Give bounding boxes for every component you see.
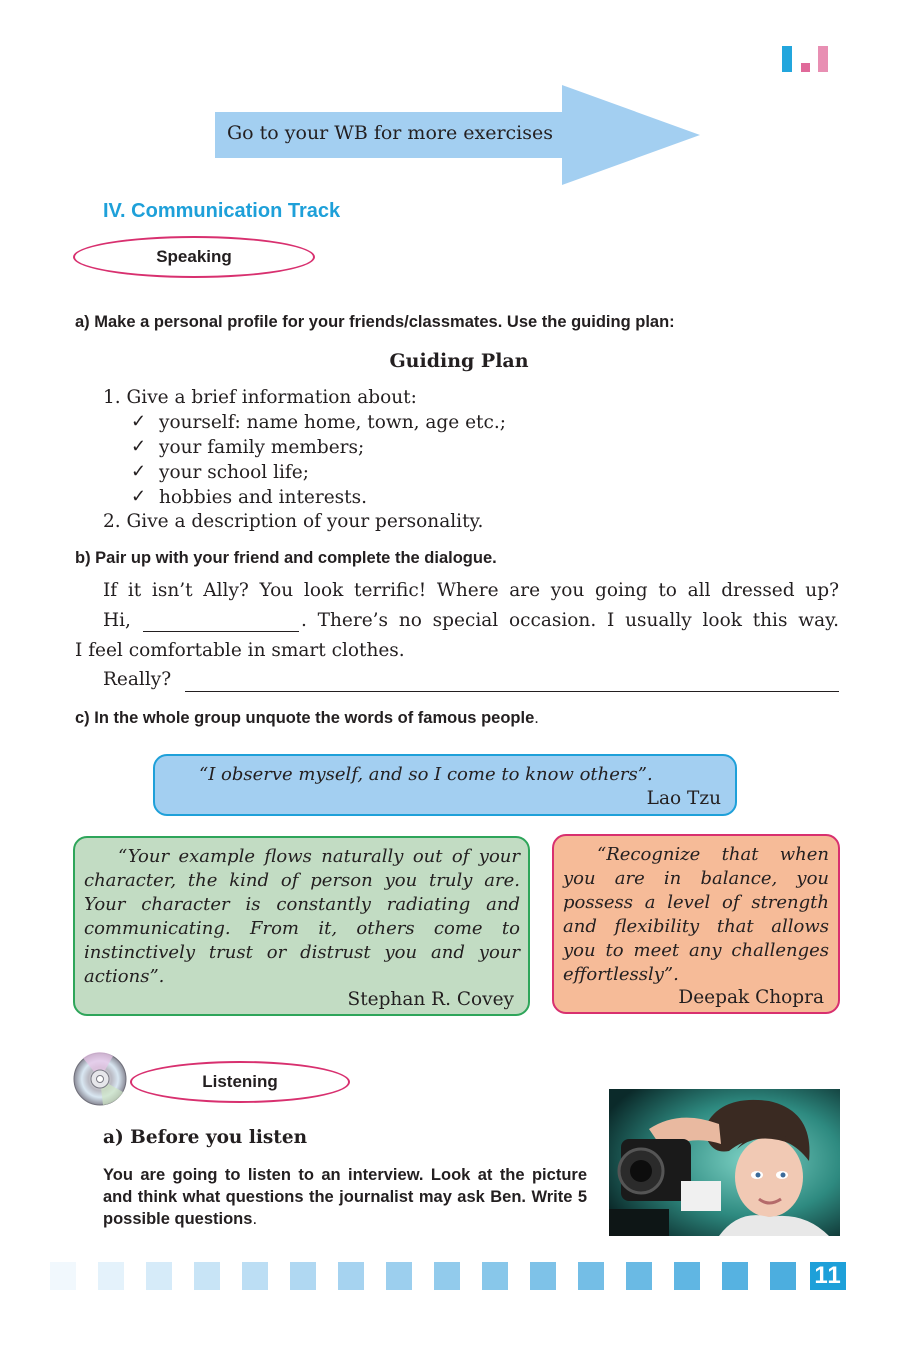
cd-disc-icon [73, 1052, 127, 1106]
dialogue-line-2-end: . There’s no special occasion. I usually look this way. [301, 610, 839, 631]
guiding-plan-title: Guiding Plan [389, 350, 529, 372]
footer-square [194, 1262, 220, 1290]
task-b-instruction: b) Pair up with your friend and complete the dialogue. [75, 549, 497, 567]
plan-check-item: your family members; [159, 437, 365, 458]
dialogue-line-3: I feel comfortable in smart clothes. [75, 640, 405, 661]
footer-square [434, 1262, 460, 1290]
footer-square [50, 1262, 76, 1290]
quote-text: “Recognize that when you are in balance, you possess a level of strength and flexibility that allows you to meet any challenges effortlessly”. [563, 844, 829, 985]
plan-item-1: 1. Give a brief information about: [103, 387, 417, 408]
unit-marker-icon [782, 46, 834, 72]
ben-photo [609, 1089, 840, 1236]
check-mark-icon: ✓ [131, 461, 147, 482]
dialogue-line-1: If it isn’t Ally? You look terrific! Where are you going to all dressed up? [103, 580, 839, 601]
listening-instruction: You are going to listen to an interview. Look at the picture and think what questions the journalist may ask Ben. Write 5 possible questions. [103, 1166, 587, 1228]
footer-square [386, 1262, 412, 1290]
speaking-label: Speaking [73, 236, 315, 278]
footer-square [338, 1262, 364, 1290]
section-title: IV. Communication Track [103, 200, 341, 222]
check-mark-icon: ✓ [131, 486, 147, 507]
listening-label: Listening [130, 1061, 350, 1103]
quote-author: Deepak Chopra [678, 987, 824, 1008]
footer-square [482, 1262, 508, 1290]
check-mark-icon: ✓ [131, 436, 147, 457]
footer-square [674, 1262, 700, 1290]
quote-text: “Your example flows naturally out of your character, the kind of person you truly are. Your character is constantly radiating and communicating. From it, others come to instinctively trust or distrust you and your actions”. [84, 846, 520, 987]
footer-square [578, 1262, 604, 1290]
quote-box-lao-tzu [153, 754, 737, 816]
quote-author: Lao Tzu [646, 788, 721, 809]
task-c-instruction: c) In the whole group unquote the words of famous people. [75, 709, 539, 727]
footer-square [530, 1262, 556, 1290]
footer-square [626, 1262, 652, 1290]
plan-check-item: your school life; [159, 462, 309, 483]
plan-check-item: hobbies and interests. [159, 487, 367, 508]
plan-item-2: 2. Give a description of your personality. [103, 511, 484, 532]
quote-text: “I observe myself, and so I come to know others”. [199, 764, 653, 785]
check-mark-icon: ✓ [131, 411, 147, 432]
footer-square [98, 1262, 124, 1290]
quote-author: Stephan R. Covey [347, 989, 514, 1010]
quote-box-covey [73, 836, 530, 1016]
quote-box-chopra [552, 834, 840, 1014]
dialogue-blank-name[interactable] [143, 631, 299, 632]
dialogue-line-2-start: Hi, [103, 610, 131, 631]
dialogue-line-4: Really? [103, 669, 172, 690]
workbook-banner-text: Go to your WB for more exercises [227, 122, 553, 144]
footer-square [770, 1262, 796, 1290]
plan-check-item: yourself: name home, town, age etc.; [159, 412, 506, 433]
footer-square [290, 1262, 316, 1290]
footer-square [146, 1262, 172, 1290]
footer-square [722, 1262, 748, 1290]
dialogue-blank-answer[interactable] [185, 691, 839, 692]
footer-square [242, 1262, 268, 1290]
before-you-listen-title: a) Before you listen [103, 1127, 308, 1148]
page-number: 11 [810, 1262, 846, 1290]
task-a-instruction: a) Make a personal profile for your friends/classmates. Use the guiding plan: [75, 313, 675, 331]
